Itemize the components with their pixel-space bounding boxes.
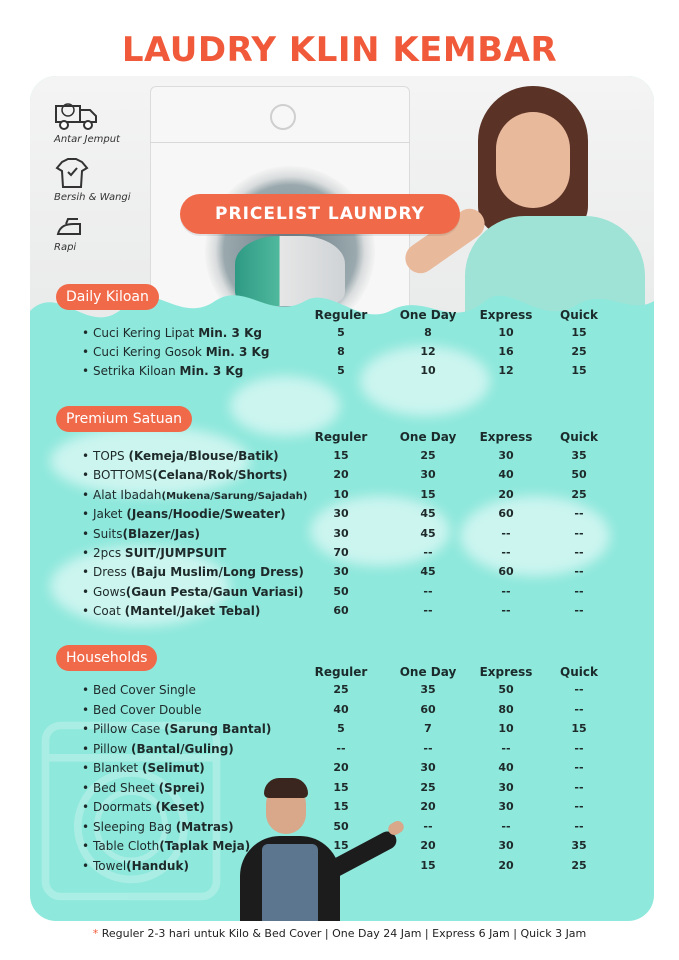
price-row bbox=[30, 565, 654, 584]
item-detail: (Sarung Bantal) bbox=[164, 722, 272, 736]
bullet-icon: • bbox=[82, 604, 90, 619]
price-one-day: 25 bbox=[420, 780, 436, 794]
price-quick: 25 bbox=[571, 345, 587, 358]
price-reguler: 20 bbox=[333, 761, 349, 774]
price-express: 30 bbox=[498, 800, 514, 813]
item-name bbox=[93, 683, 196, 697]
bullet-icon: • bbox=[82, 839, 90, 853]
item-label: Alat Ibadah bbox=[93, 487, 162, 502]
feature-bersih-wangi bbox=[54, 156, 144, 203]
price-express: 30 bbox=[498, 839, 514, 852]
price-express: 10 bbox=[498, 326, 514, 339]
item-label: Coat bbox=[93, 604, 125, 619]
price-one-day: 35 bbox=[420, 683, 436, 696]
col-one-day: One Day bbox=[399, 308, 457, 322]
price-quick: -- bbox=[574, 819, 584, 833]
price-quick: 25 bbox=[571, 858, 587, 872]
price-quick: 15 bbox=[571, 326, 587, 339]
price-express: 30 bbox=[498, 780, 514, 794]
price-quick: 15 bbox=[571, 722, 587, 735]
price-quick: -- bbox=[574, 780, 584, 794]
item-label: Towel bbox=[93, 858, 127, 873]
item-detail: (Keset) bbox=[155, 800, 205, 814]
col-quick: Quick bbox=[560, 430, 598, 444]
item-label: Jaket bbox=[93, 507, 127, 522]
price-one-day: 8 bbox=[424, 326, 432, 339]
price-reguler: 50 bbox=[333, 584, 349, 598]
bullet-icon: • bbox=[82, 468, 90, 483]
price-one-day: 10 bbox=[420, 364, 436, 377]
col-express: Express bbox=[479, 308, 533, 322]
price-quick: -- bbox=[574, 604, 584, 618]
price-express: 60 bbox=[498, 507, 514, 521]
item-label: Table Cloth bbox=[93, 839, 160, 853]
price-express: 20 bbox=[498, 487, 514, 501]
price-row bbox=[30, 364, 654, 383]
item-detail: (Matras) bbox=[175, 819, 234, 834]
bullet-icon: • bbox=[82, 683, 90, 697]
item-detail: (Baju Muslim/Long Dress) bbox=[130, 565, 304, 580]
feature-label: Antar Jemput bbox=[54, 134, 120, 145]
bullet-icon: • bbox=[82, 507, 90, 522]
item-name bbox=[93, 585, 304, 599]
feature-label: Bersih & Wangi bbox=[54, 192, 131, 203]
item-name bbox=[93, 604, 260, 618]
bullet-icon: • bbox=[82, 819, 90, 834]
item-detail: (Jeans/Hoodie/Sweater) bbox=[126, 507, 286, 522]
item-name bbox=[93, 527, 200, 541]
item-label: Sleeping Bag bbox=[93, 819, 176, 834]
item-label: Dress bbox=[93, 565, 131, 580]
bullet-icon: • bbox=[82, 584, 90, 599]
bullet-icon: • bbox=[82, 526, 90, 541]
price-one-day: 20 bbox=[420, 800, 436, 813]
price-reguler: 5 bbox=[337, 364, 345, 377]
price-one-day: 15 bbox=[420, 858, 436, 872]
item-detail: (Mukena/Sarung/Sajadah) bbox=[161, 490, 308, 502]
price-quick: -- bbox=[574, 526, 584, 540]
price-row bbox=[30, 468, 654, 487]
item-detail: (Kemeja/Blouse/Batik) bbox=[128, 449, 279, 463]
price-reguler: 5 bbox=[337, 722, 345, 735]
price-row bbox=[30, 326, 654, 345]
price-quick: -- bbox=[574, 702, 584, 716]
item-label: Blanket bbox=[93, 761, 142, 775]
price-one-day: 15 bbox=[420, 487, 436, 501]
price-row bbox=[30, 683, 654, 702]
price-express: -- bbox=[501, 819, 511, 833]
item-label: BOTTOMS bbox=[93, 468, 153, 483]
item-detail: (Gaun Pesta/Gaun Variasi) bbox=[125, 584, 304, 599]
item-detail: Min. 3 Kg bbox=[179, 364, 244, 378]
price-one-day: -- bbox=[423, 819, 433, 833]
price-express: -- bbox=[501, 584, 511, 598]
price-reguler: 20 bbox=[333, 468, 349, 482]
bullet-icon: • bbox=[82, 741, 90, 756]
item-name bbox=[93, 859, 189, 873]
price-reguler: 30 bbox=[333, 526, 349, 540]
footnote-asterisk: * bbox=[92, 927, 99, 940]
price-express: -- bbox=[501, 604, 511, 618]
pricelist-card bbox=[30, 76, 654, 921]
price-row bbox=[30, 488, 654, 507]
price-express: -- bbox=[501, 546, 511, 559]
price-reguler: 5 bbox=[337, 326, 345, 339]
price-reguler: 15 bbox=[333, 780, 349, 794]
item-name bbox=[93, 449, 279, 463]
price-one-day: 60 bbox=[420, 702, 436, 716]
price-reguler: 15 bbox=[333, 800, 349, 813]
item-name bbox=[93, 345, 269, 359]
price-quick: 25 bbox=[571, 487, 587, 501]
item-name bbox=[93, 507, 286, 521]
item-detail: (Taplak Meja) bbox=[159, 839, 251, 853]
item-detail: (Celana/Rok/Shorts) bbox=[152, 468, 288, 483]
shirt-sparkle-icon bbox=[54, 156, 90, 190]
item-label: Bed Sheet bbox=[93, 780, 159, 795]
price-row bbox=[30, 345, 654, 364]
price-row bbox=[30, 449, 654, 468]
col-reguler: Reguler bbox=[314, 430, 368, 444]
bullet-icon: • bbox=[82, 364, 90, 378]
price-express: 20 bbox=[498, 858, 514, 872]
price-quick: 15 bbox=[571, 364, 587, 377]
item-detail: (Selimut) bbox=[141, 761, 205, 775]
item-name bbox=[93, 820, 234, 834]
item-name bbox=[93, 703, 202, 717]
footnote-text: Reguler 2-3 hari untuk Kilo & Bed Cover | One Day 24 Jam | Express 6 Jam | Quick 3 Jam bbox=[98, 927, 587, 940]
pricelist-banner: PRICELIST LAUNDRY bbox=[180, 194, 460, 234]
price-one-day: 25 bbox=[420, 449, 436, 462]
item-label: Gows bbox=[93, 584, 126, 599]
item-label: Bed Cover Single bbox=[93, 683, 196, 697]
price-quick: -- bbox=[574, 565, 584, 579]
price-express: -- bbox=[501, 741, 511, 755]
price-row bbox=[30, 742, 654, 761]
col-one-day: One Day bbox=[399, 430, 457, 444]
section-premium-satuan: Premium Satuan bbox=[56, 406, 192, 432]
page-title: LAUDRY KLIN KEMBAR bbox=[121, 30, 558, 70]
item-name bbox=[93, 364, 243, 378]
price-one-day: 12 bbox=[420, 345, 436, 358]
bullet-icon: • bbox=[82, 800, 90, 814]
price-one-day: -- bbox=[423, 584, 433, 598]
price-quick: -- bbox=[574, 546, 584, 559]
item-name bbox=[93, 326, 262, 340]
item-detail: (Handuk) bbox=[126, 858, 189, 873]
section-households: Households bbox=[56, 645, 157, 671]
bullet-icon: • bbox=[82, 702, 90, 717]
col-quick: Quick bbox=[560, 665, 598, 679]
bullet-icon: • bbox=[82, 565, 90, 580]
price-express: 30 bbox=[498, 449, 514, 462]
item-detail: (Blazer/Jas) bbox=[122, 526, 200, 541]
price-express: 60 bbox=[498, 565, 514, 579]
item-name bbox=[93, 800, 205, 814]
price-reguler: 70 bbox=[333, 546, 349, 559]
item-name bbox=[93, 546, 226, 560]
price-one-day: -- bbox=[423, 546, 433, 559]
price-reguler: 10 bbox=[333, 487, 349, 501]
price-quick: 35 bbox=[571, 449, 587, 462]
item-label: Pillow Case bbox=[93, 722, 165, 736]
price-express: 10 bbox=[498, 722, 514, 735]
price-row bbox=[30, 585, 654, 604]
price-one-day: 45 bbox=[420, 526, 436, 540]
item-name bbox=[93, 565, 304, 579]
item-name bbox=[93, 742, 234, 756]
item-detail: SUIT/JUMPSUIT bbox=[124, 546, 227, 560]
item-label: Doormats bbox=[93, 800, 156, 814]
col-express: Express bbox=[479, 430, 533, 444]
item-name bbox=[93, 761, 205, 775]
price-row bbox=[30, 722, 654, 741]
bullet-icon: • bbox=[82, 326, 90, 340]
item-label: Cuci Kering Gosok bbox=[93, 345, 206, 359]
price-reguler: 50 bbox=[333, 819, 349, 833]
item-name bbox=[93, 839, 250, 853]
price-express: 80 bbox=[498, 702, 514, 716]
col-reguler: Reguler bbox=[314, 665, 368, 679]
col-express: Express bbox=[479, 665, 533, 679]
item-detail: (Mantel/Jaket Tebal) bbox=[124, 604, 261, 619]
price-express: 16 bbox=[498, 345, 514, 358]
price-one-day: -- bbox=[423, 604, 433, 618]
item-name bbox=[93, 468, 288, 482]
bullet-icon: • bbox=[82, 761, 90, 775]
col-quick: Quick bbox=[560, 308, 598, 322]
item-label: Suits bbox=[93, 526, 123, 541]
item-label: Pillow bbox=[93, 741, 131, 756]
price-reguler: -- bbox=[336, 741, 346, 755]
footnote bbox=[0, 927, 679, 940]
price-reguler: 15 bbox=[333, 839, 349, 852]
item-label: Bed Cover Double bbox=[93, 702, 202, 717]
item-label: Cuci Kering Lipat bbox=[93, 326, 199, 340]
bullet-icon: • bbox=[82, 780, 90, 795]
price-one-day: -- bbox=[423, 741, 433, 755]
item-detail: (Bantal/Guling) bbox=[130, 741, 234, 756]
price-express: 40 bbox=[498, 468, 514, 482]
delivery-truck-icon bbox=[54, 98, 98, 132]
bullet-icon: • bbox=[82, 449, 90, 463]
item-detail: (Sprei) bbox=[158, 780, 205, 795]
price-row bbox=[30, 604, 654, 623]
bullet-icon: • bbox=[82, 546, 90, 560]
pointing-man-image bbox=[240, 776, 410, 921]
iron-icon bbox=[54, 216, 84, 240]
price-quick: -- bbox=[574, 584, 584, 598]
item-label: TOPS bbox=[93, 449, 129, 463]
price-one-day: 30 bbox=[420, 761, 436, 774]
price-reguler: 15 bbox=[333, 449, 349, 462]
item-name bbox=[93, 722, 271, 736]
price-express: -- bbox=[501, 526, 511, 540]
price-express: 50 bbox=[498, 683, 514, 696]
price-one-day: 45 bbox=[420, 565, 436, 579]
item-name bbox=[93, 781, 205, 795]
item-detail: Min. 3 Kg bbox=[205, 345, 270, 359]
price-express: 40 bbox=[498, 761, 514, 774]
bullet-icon: • bbox=[82, 858, 90, 873]
price-express: 12 bbox=[498, 364, 514, 377]
price-row bbox=[30, 507, 654, 526]
col-reguler: Reguler bbox=[314, 308, 368, 322]
price-quick: -- bbox=[574, 761, 584, 774]
item-label: Setrika Kiloan bbox=[93, 364, 180, 378]
price-quick: -- bbox=[574, 507, 584, 521]
bullet-icon: • bbox=[82, 722, 90, 736]
price-reguler: 30 bbox=[333, 507, 349, 521]
price-one-day: 7 bbox=[424, 722, 432, 735]
price-quick: -- bbox=[574, 683, 584, 696]
item-detail: Min. 3 Kg bbox=[198, 326, 262, 340]
price-reguler: 30 bbox=[333, 565, 349, 579]
price-reguler: 60 bbox=[333, 604, 349, 618]
feature-rapi bbox=[54, 216, 144, 253]
section-daily-kiloan: Daily Kiloan bbox=[56, 284, 159, 310]
col-one-day: One Day bbox=[399, 665, 457, 679]
price-one-day: 45 bbox=[420, 507, 436, 521]
bullet-icon: • bbox=[82, 345, 90, 359]
price-row bbox=[30, 546, 654, 565]
price-row bbox=[30, 527, 654, 546]
price-one-day: 20 bbox=[420, 839, 436, 852]
price-reguler: 40 bbox=[333, 702, 349, 716]
price-quick: 35 bbox=[571, 839, 587, 852]
price-quick: -- bbox=[574, 741, 584, 755]
price-one-day: 30 bbox=[420, 468, 436, 482]
price-reguler: 8 bbox=[337, 345, 345, 358]
item-label: 2pcs bbox=[93, 546, 125, 560]
feature-label: Rapi bbox=[54, 242, 77, 253]
item-name bbox=[93, 488, 308, 502]
price-quick: 50 bbox=[571, 468, 587, 482]
price-row bbox=[30, 703, 654, 722]
price-reguler: 25 bbox=[333, 683, 349, 696]
price-quick: -- bbox=[574, 800, 584, 813]
bullet-icon: • bbox=[82, 487, 90, 502]
feature-antar-jemput bbox=[54, 98, 144, 145]
